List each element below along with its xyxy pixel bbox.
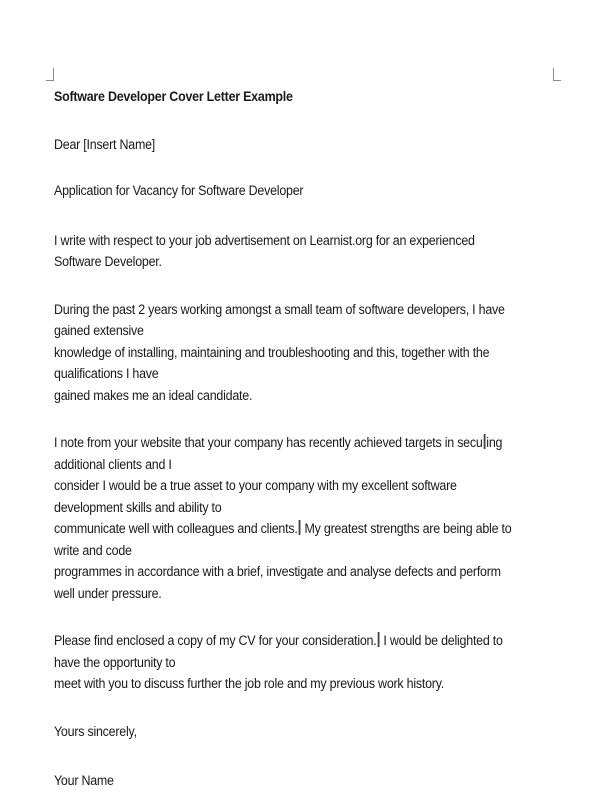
paragraph-2-line-3: gained makes me an ideal candidate. — [54, 387, 253, 403]
paragraph-4-line-2: meet with you to discuss further the job role and my previous work history. — [54, 676, 445, 691]
text-cursor-mark — [484, 434, 486, 449]
page-margin-corner-top-left — [46, 68, 54, 81]
text-cursor-mark — [377, 632, 379, 647]
paragraph-1: I write with respect to your job advertisement on Learnist.org for an experienced Software Developer. — [54, 232, 475, 269]
signature-name: Your Name — [54, 773, 114, 788]
paragraph-3-line-2: consider I would be a true asset to your company with my excellent software development skills and ability to — [54, 478, 457, 515]
paragraph-3-line-3b: My greatest strengths are being able to write and code — [54, 521, 512, 558]
subject-line: Application for Vacancy for Software Developer — [54, 183, 304, 198]
letter-body — [54, 86, 519, 792]
paragraph-3-line-4: programmes in accordance with a brief, investigate and analyse defects and perform well under pressure. — [54, 564, 501, 601]
paragraph-4-line-1a: Please find enclosed a copy of my CV for your consideration. — [54, 633, 377, 648]
paragraph-4 — [54, 630, 519, 695]
paragraph-3-line-1b: ing additional clients and I — [54, 435, 503, 472]
paragraph-3-line-3a: communicate well with colleagues and clients. — [54, 521, 298, 536]
closing: Yours sincerely, — [54, 723, 137, 739]
paragraph-4-line-1b: I would be delighted to have the opportunity to — [54, 633, 503, 670]
paragraph-2 — [54, 299, 519, 407]
paragraph-3-line-1a: I note from your website that your company has recently achieved targets in secu — [54, 435, 483, 450]
paragraph-2-line-1: During the past 2 years working amongst a small team of software developers, I have gained extensive — [54, 301, 505, 338]
document-title: Software Developer Cover Letter Example — [54, 89, 293, 104]
paragraph-2-line-2: knowledge of installing, maintaining and troubleshooting and this, together with the qualifications I have — [54, 344, 490, 381]
paragraph-3 — [54, 432, 519, 604]
text-cursor-mark — [299, 520, 301, 535]
page-margin-corner-top-right — [553, 68, 561, 81]
salutation: Dear [Insert Name] — [54, 136, 156, 152]
